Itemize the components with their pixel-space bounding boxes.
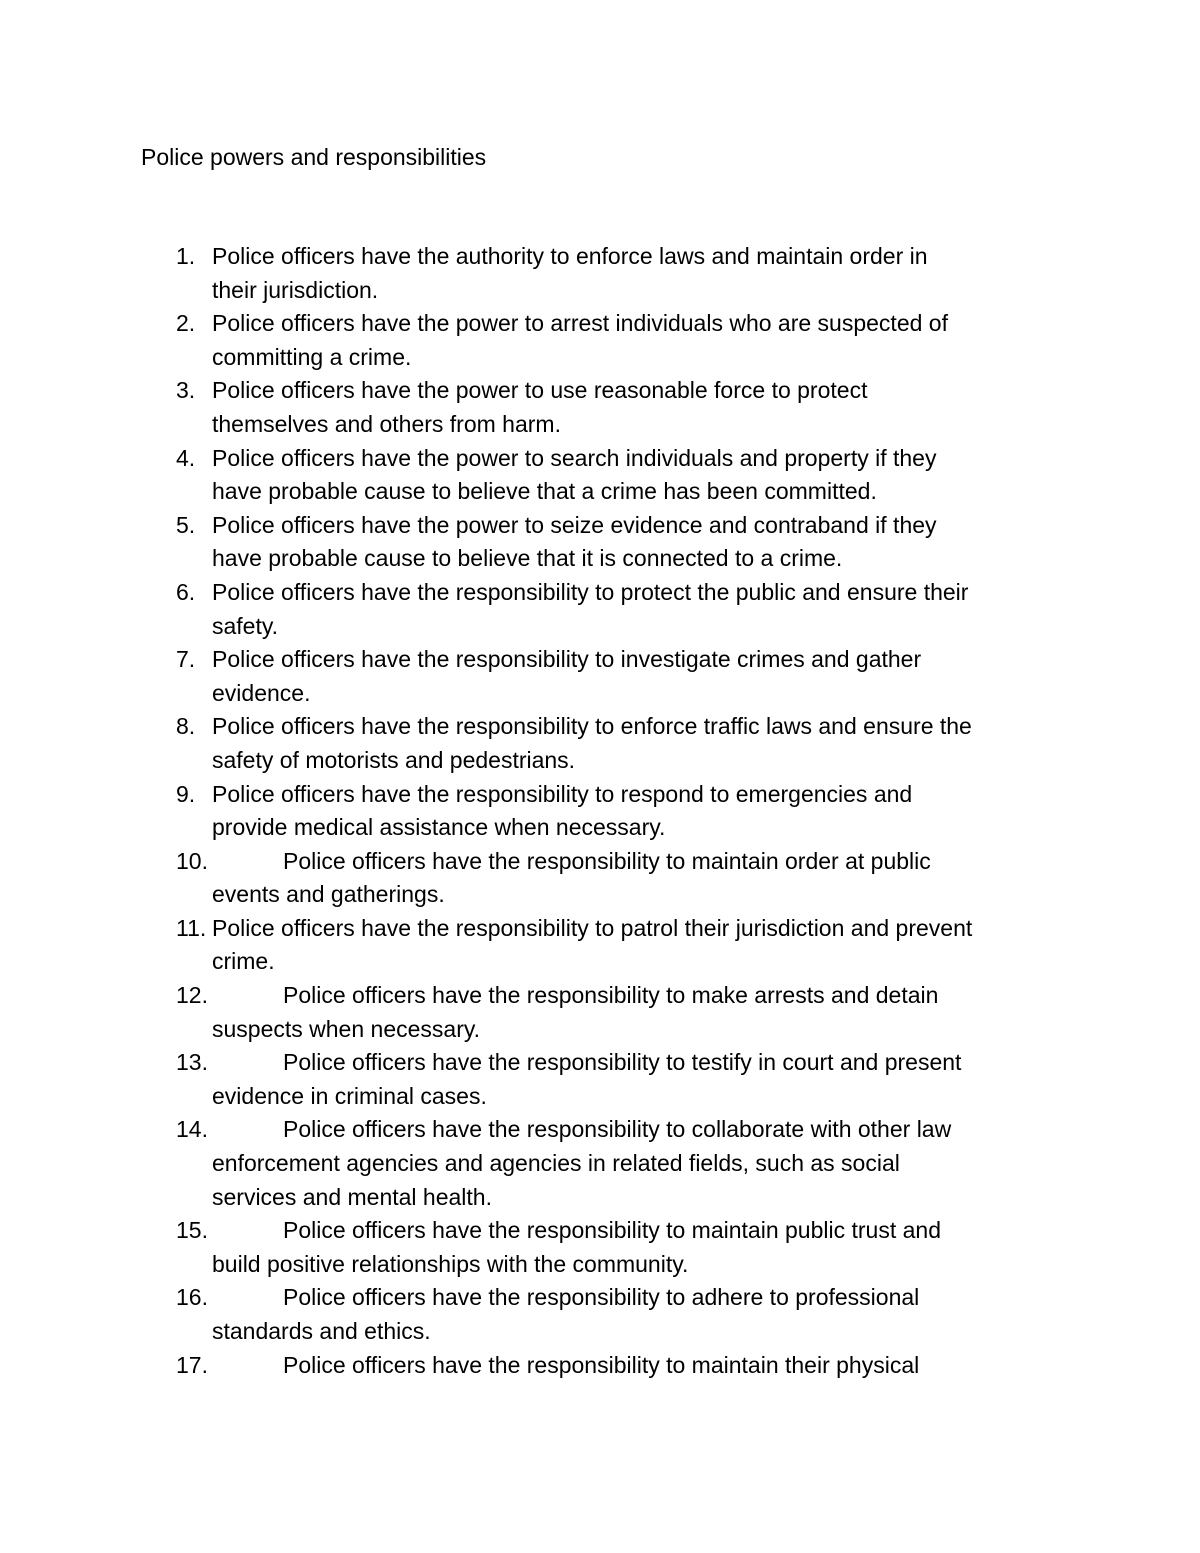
list-item-number: 2.: [176, 310, 196, 337]
list-item-text: Police officers have the responsibility to adhere to professional: [283, 1284, 920, 1311]
list-item-text-continued: build positive relationships with the community.: [212, 1250, 689, 1277]
list-item: [0, 912, 1072, 979]
list-item-number: 3.: [176, 377, 196, 404]
list-item: [0, 710, 1072, 777]
list-item-number: 10.: [176, 847, 208, 874]
list-item-text-continued: provide medical assistance when necessary.: [212, 814, 666, 841]
list-item: [0, 643, 1072, 710]
list-item-number: 12.: [176, 982, 208, 1009]
list-item-text-continued: safety of motorists and pedestrians.: [212, 746, 576, 773]
list-item: [0, 1349, 1072, 1383]
list-item-text-continued: evidence in criminal cases.: [212, 1082, 487, 1109]
list-item-text-continued: themselves and others from harm.: [212, 410, 561, 437]
list-item-text-continued: evidence.: [212, 679, 311, 706]
list-item-text: Police officers have the responsibility to maintain order at public: [283, 847, 931, 874]
list-item: [0, 1281, 1072, 1348]
list-item-text-continued: crime.: [212, 948, 275, 975]
list-item-text: Police officers have the power to arrest individuals who are suspected of: [212, 310, 948, 337]
list-item: [0, 1214, 1072, 1281]
list-item: [0, 778, 1072, 845]
list-item-text-continued: services and mental health.: [212, 1183, 492, 1210]
list-item-number: 5.: [176, 511, 196, 538]
list-item-text-continued: have probable cause to believe that it is connected to a crime.: [212, 545, 843, 572]
list-item-text-continued: events and gatherings.: [212, 881, 445, 908]
numbered-list: [0, 240, 1200, 1382]
list-item: [0, 442, 1072, 509]
list-item-text: Police officers have the responsibility to collaborate with other law: [283, 1116, 952, 1143]
list-item-text: Police officers have the responsibility to respond to emergencies and: [212, 780, 913, 807]
list-item: [0, 307, 1072, 374]
list-item-text: Police officers have the power to search individuals and property if they: [212, 444, 937, 471]
list-item-number: 6.: [176, 578, 196, 605]
list-item-number: 7.: [176, 646, 196, 673]
list-item-text-continued: enforcement agencies and agencies in related fields, such as social: [212, 1150, 900, 1177]
list-item: [0, 845, 1072, 912]
list-item-text-continued: suspects when necessary.: [212, 1015, 481, 1042]
list-item: [0, 1046, 1072, 1113]
list-item-number: 15.: [176, 1217, 208, 1244]
list-item-text-continued: have probable cause to believe that a crime has been committed.: [212, 478, 877, 505]
list-item-text: Police officers have the responsibility to make arrests and detain: [283, 982, 939, 1009]
list-item: [0, 979, 1072, 1046]
list-item: [0, 1113, 1072, 1214]
list-item-number: 1.: [176, 243, 196, 269]
document-title: Police powers and responsibilities: [141, 144, 487, 170]
list-item-number: 8.: [176, 713, 196, 740]
list-item: [0, 374, 1072, 441]
list-item-number: 9.: [176, 780, 196, 807]
list-item-text: Police officers have the power to seize evidence and contraband if they: [212, 511, 937, 538]
list-item-text: Police officers have the power to use reasonable force to protect: [212, 377, 868, 404]
list-item-text: Police officers have the responsibility to maintain their physical: [283, 1351, 920, 1378]
list-item-text: Police officers have the responsibility to protect the public and ensure their: [212, 578, 969, 605]
list-item-number: 11.: [176, 914, 207, 941]
list-item-text: Police officers have the responsibility to enforce traffic laws and ensure the: [212, 713, 972, 740]
list-item-text-continued: their jurisdiction.: [212, 276, 379, 303]
list-item-text: Police officers have the responsibility to patrol their jurisdiction and prevent: [212, 914, 973, 941]
list-item-text-continued: committing a crime.: [212, 343, 412, 370]
list-item-number: 13.: [176, 1049, 208, 1076]
list-item-text-continued: safety.: [212, 612, 279, 639]
list-item-number: 17.: [176, 1351, 208, 1378]
list-item: [0, 576, 1072, 643]
list-item-text: Police officers have the authority to enforce laws and maintain order in: [212, 243, 928, 269]
list-item-text: Police officers have the responsibility to maintain public trust and: [283, 1217, 941, 1244]
list-item-text-continued: standards and ethics.: [212, 1318, 431, 1344]
list-item-text: Police officers have the responsibility to testify in court and present: [283, 1049, 962, 1076]
list-item-text: Police officers have the responsibility to investigate crimes and gather: [212, 646, 922, 673]
list-item: [0, 240, 1072, 307]
list-item-number: 4.: [176, 444, 196, 471]
list-item: [0, 509, 1072, 576]
list-item-number: 14.: [176, 1116, 208, 1143]
list-item-number: 16.: [176, 1284, 208, 1311]
